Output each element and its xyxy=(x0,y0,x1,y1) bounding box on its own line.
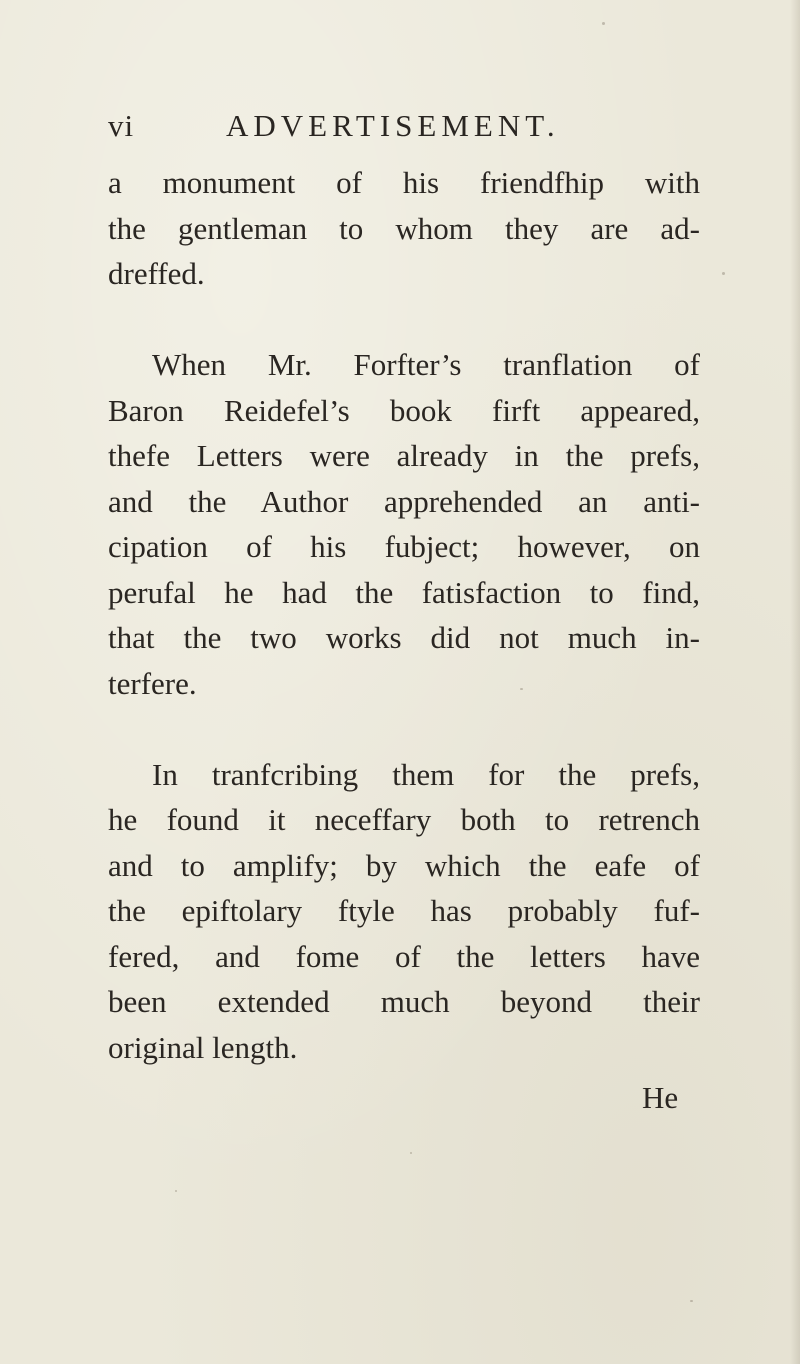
text-line: dreffed. xyxy=(108,256,205,291)
catchword: He xyxy=(642,1080,679,1115)
text-line: cipation of his fubject; however, on xyxy=(108,529,700,564)
page-number: vi xyxy=(108,108,135,143)
text-line: the epiftolary ftyle has probably fuf- xyxy=(108,893,700,928)
text-line: and to amplify; by which the eafe of xyxy=(108,847,700,883)
paragraph-gap xyxy=(108,706,700,752)
page-title: ADVERTISEMENT. xyxy=(226,108,560,143)
paper-speck xyxy=(602,22,605,25)
text-line: fered, and fome of the letters have xyxy=(108,938,700,974)
text-line: that the two works did not much in- xyxy=(108,620,700,655)
text-line: When Mr. Forfter’s tranflation of xyxy=(152,347,700,382)
paper-speck xyxy=(722,272,725,275)
text-line: Baron Reidefel’s book firft appeared, xyxy=(108,392,700,428)
paragraph-gap xyxy=(108,297,700,343)
text-line: thefe Letters were already in the prefs, xyxy=(108,438,700,473)
text-line: the gentleman to whom they are ad- xyxy=(108,210,700,246)
running-head xyxy=(108,108,668,152)
text-line: terfere. xyxy=(108,665,197,701)
paper-speck xyxy=(410,1152,412,1154)
text-line: he found it neceffary both to retrench xyxy=(108,802,700,837)
text-line: a monument of his friendfhip with xyxy=(108,165,700,200)
text-line: original length. xyxy=(108,1029,298,1065)
page-edge-shadow xyxy=(790,0,800,1364)
text-line: and the Author apprehended an anti- xyxy=(108,483,700,519)
text-line: In tranfcribing them for the prefs, xyxy=(152,756,700,792)
text-line: perufal he had the fatisfaction to find, xyxy=(108,574,700,610)
body-text xyxy=(108,160,700,1070)
paper-speck xyxy=(290,598,292,600)
text-line: been extended much beyond their xyxy=(108,984,700,1019)
paper-speck xyxy=(690,1300,693,1302)
paper-speck xyxy=(520,688,523,690)
paper-speck xyxy=(175,1190,177,1192)
